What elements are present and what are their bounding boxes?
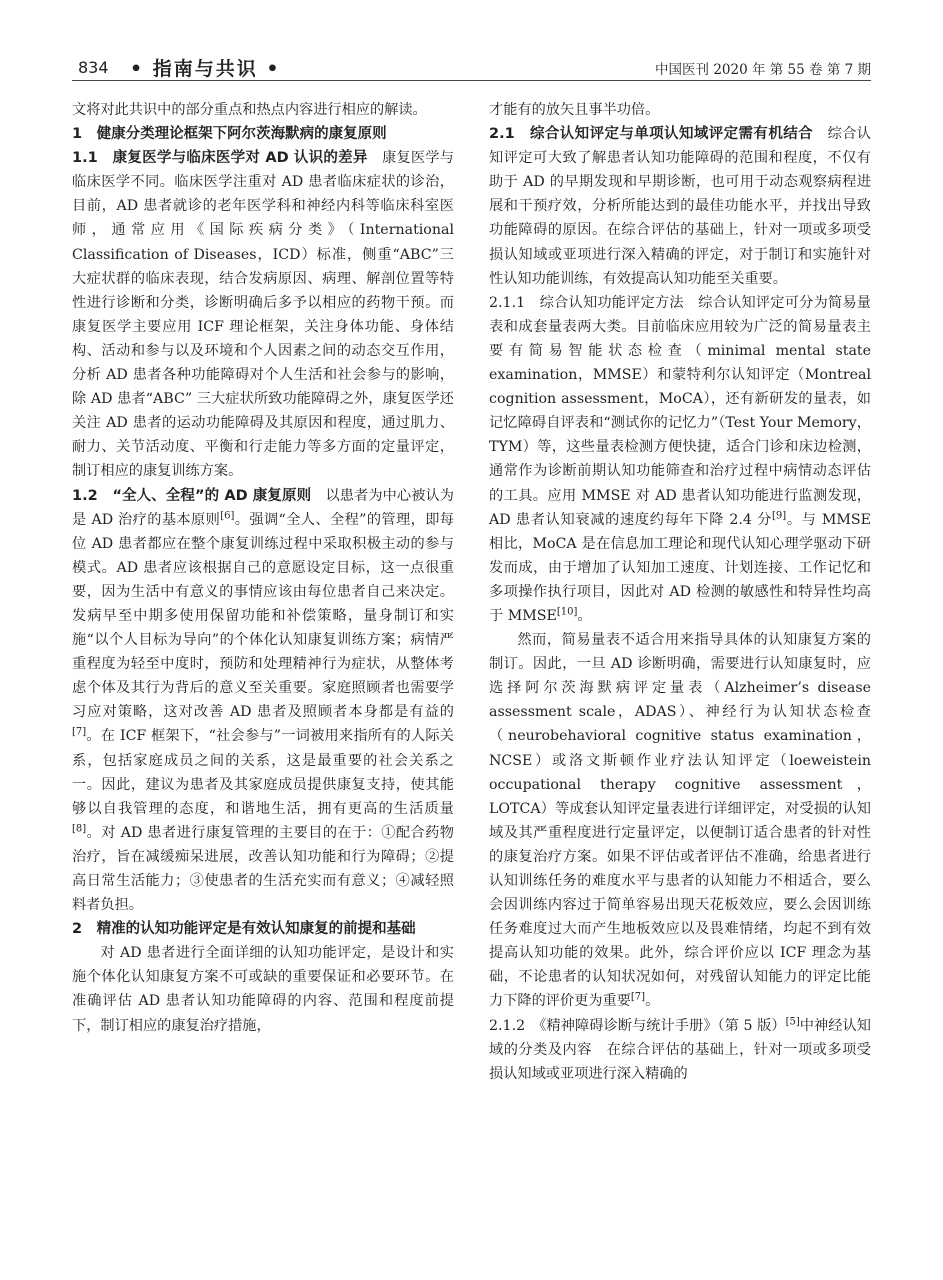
section-1-1 — [72, 146, 454, 483]
citation: [10] — [556, 606, 578, 618]
section-2-intro: 对 AD 患者进行全面详细的认知功能评定，是设计和实施个体化认知康复方案不可或缺的重要保证和必要环节。在准确评估 AD 患者认知功能障碍的内容、范围和程度前提下，制订相应的康复治疗措施， — [72, 945, 454, 1034]
header-rule — [72, 80, 871, 81]
citation: [5] — [785, 1015, 800, 1027]
heading-2-1: 2.1 综合认知评定与单项认知域评定需有机结合 — [489, 126, 814, 143]
intro-paragraph: 文将对此共识中的部分重点和热点内容进行相应的解读。 — [72, 102, 427, 118]
heading-2-1-2: 2.1.2 《精神障碍诊断与统计手册》（第 5 版） — [489, 1017, 786, 1034]
left-column — [72, 98, 454, 1038]
citation: [7] — [630, 991, 646, 1003]
page-number: 834 — [78, 58, 109, 77]
citation: [9] — [772, 509, 787, 521]
heading-2: 2 精准的认知功能评定是有效认知康复的前提和基础 — [72, 921, 416, 938]
page-header — [72, 50, 871, 86]
heading-1-2: 1.2 “全人、全程”的 AD 康复原则 — [72, 487, 312, 504]
citation: [7] — [72, 726, 87, 738]
journal-info: 中国医刊 2020 年 第 55 卷 第 7 期 — [655, 62, 871, 78]
citation: [8] — [72, 823, 87, 835]
heading-2-1-1: 2.1.1 综合认知功能评定方法 — [489, 294, 684, 311]
continued-paragraph: 才能有的放矢且事半功倍。 — [489, 102, 660, 118]
section-2-1-2: 2.1.2 《精神障碍诊断与统计手册》（第 5 版）[5]中神经认知域的分类及内容 在综合评估的基础上，针对一项或多项受损认知域或亚项进行深入精确的 — [489, 1015, 871, 1082]
section-2-1: 2.1 综合认知评定与单项认知域评定需有机结合 综合认知评定可大致了解患者认知功能障碍的范围和程度，不仅有助于 AD 的早期发现和早期诊断，也可用于动态观察病程进展和干预疗效，分析所能达到的最佳功能水平，并找出导致功能障碍的原因。在综合评估的基础上，针对一项或多项受损认知域或亚项进行深入精确的评定，对于制订和实施针对性认知功能训练，有效提高认知功能至关重要。 — [489, 126, 871, 287]
section-title: • 指南与共识 • — [130, 58, 281, 80]
section-1-2: 1.2 “全人、全程”的 AD 康复原则 以患者为中心被认为是 AD 治疗的基本原则[6]。强调“全人、全程”的管理，即每位 AD 患者都应在整个康复训练过程中采取积极主动的参与模式。AD 患者应该根据自己的意愿设定目标，这一点很重要，因为生活中有意义的事情应该由每位患者自己来决定。发病早至中期多使用保留功能和补偿策略，量身制订和实施“以个人目标为导向”的个体化认知康复训练方案；病情严重程度为轻至中度时，预防和处理精神行为症状，从整体考虑个体及其行为背后的意义至关重要。家庭照顾者也需要学习应对策略，这对改善 AD 患者及照顾者本身都是有益的[7]。在 ICF 框架下，“社会参与”一词被用来指所有的人际关系，包括家庭成员之间的关系，这是最重要的社会关系之一。因此，建议为患者及其家庭成员提供康复支持，使其能够以自我管理的态度，和谐地生活，拥有更高的生活质量[8]。对 AD 患者进行康复管理的主要目的在于：①配合药物治疗，旨在减缓痴呆进展，改善认知功能和行为障碍；②提高日常生活能力；③使患者的生活充实而有意义；④减轻照料者负担。 — [72, 487, 454, 914]
heading-1-1: 1.1 康复医学与临床医学对 AD 认识的差异 — [72, 150, 368, 167]
section-2-1-1: 2.1.1 综合认知功能评定方法 综合认知评定可分为简易量表和成套量表两大类。目前临床应用较为广泛的简易量表主要有简易智能状态检查（minimal mental state examination，MMSE）和蒙特利尔认知评定（Montreal cognition assessment，MoCA），还有新研发的量表，如记忆障碍自评表和“测试你的记忆力”（Test Your Memory，TYM）等，这些量表检测方便快捷，适合门诊和床边检测，通常作为诊断前期认知功能筛查和治疗过程中病情动态评估的工具。应用 MMSE 对 AD 患者认知功能进行监测发现，AD 患者认知衰减的速度约每年下降 2.4 分[9]。与 MMSE 相比，MoCA 是在信息加工理论和现代认知心理学驱动下研发而成，由于增加了认知加工速度、计划连接、工作记忆和多项操作执行项目，因此对 AD 检测的敏感性和特异性均高于 MMSE[10]。 — [489, 294, 871, 624]
section-2-1-1-cont: 然而，简易量表不适合用来指导具体的认知康复方案的制订。因此，一旦 AD 诊断明确，需要进行认知康复时，应选择阿尔茨海默病评定量表（Alzheimer’s disease assessment scale，ADAS）、神经行为认知状态检查（neurobehavioral cognitive status examination，NCSE）或洛文斯顿作业疗法认知评定（loeweistein occupational therapy cognitive assessment，LOTCA）等成套认知评定量表进行详细评定，对受损的认知域及其严重程度进行定量评定，以便制订适合患者的针对性的康复治疗方案。如果不评估或者评估不准确，给患者进行认知训练任务的难度水平与患者的认知能力不相适合，要么会因训练内容过于简单容易出现天花板效应，要么会因训练任务难度过大而产生地板效应以及畏难情绪，均起不到有效提高认知功能的效果。此外，综合评价应以 ICF 理念为基础，不论患者的认知状况如何，对残留认知能力的评定比能力下降的评价更为重要[7]。 — [489, 632, 871, 1010]
citation: [6] — [220, 509, 235, 521]
body-text: 康复医学与临床医学不同。临床医学注重对 AD 患者临床症状的诊治，目前，AD 患者就诊的老年医学科和神经内科等临床科室医师，通常应用《国际疾病分类》（International Classification of Diseases，ICD）标准，侧重“ABC”三大症状群的临床表现，结合发病原因、病理、解剖位置等特性进行诊断和分类，诊断明确后多予以相应的药物干预。而康复医学主要应用 ICF 理论框架，关注身体功能、身体结构、活动和参与以及环境和个人因素之间的动态交互作用，分析 AD 患者各种功能障碍对个人生活和社会参与的影响，除 AD 患者“ABC” 三大症状所致功能障碍之外，康复医学还关注 AD 患者的运动功能障碍及其原因和程度，通过肌力、耐力、关节活动度、平衡和行走能力等多方面的定量评定，制订相应的康复训练方案。 — [72, 150, 454, 480]
right-column — [489, 98, 871, 1086]
heading-1: 1 健康分类理论框架下阿尔茨海默病的康复原则 — [72, 126, 387, 143]
